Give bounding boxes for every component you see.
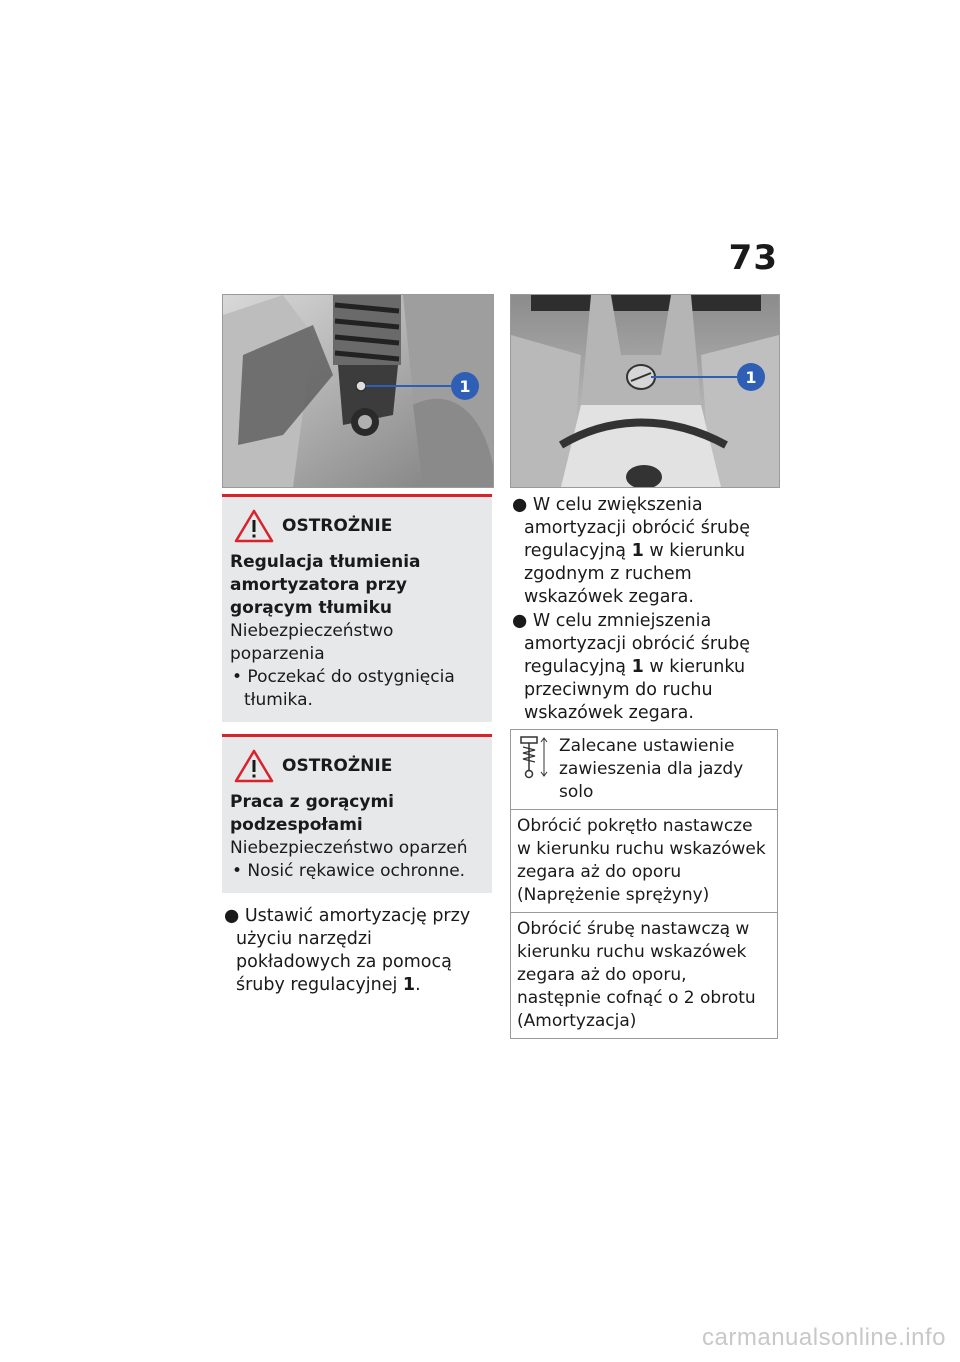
- warning-subtitle: Regulacja tłumienia amortyzatora przy gorącym tłumiku: [230, 552, 421, 618]
- step-item: ● W celu zwiększenia amortyzacji obrócić śrubę regulacyjną 1 w kierunku zgodnym z ruchem wskazówek zegara.: [512, 495, 750, 607]
- recommendation-header: Zalecane ustawienie zawieszenia dla jazdy solo: [559, 736, 744, 802]
- step-item: ● Ustawić amortyzację przy użyciu narzędzi pokładowych za pomocą śruby regulacyjnej 1.: [224, 906, 471, 995]
- warning-title: OSTROŻNIE: [282, 755, 393, 776]
- recommendation-row: Obrócić pokrętło nastawcze w kierunku ruchu wskazówek zegara aż do oporu (Naprężenie sprężyny): [511, 810, 778, 913]
- warning-action: • Poczekać do ostygnięcia tłumika.: [232, 667, 455, 710]
- svg-text:1: 1: [745, 368, 757, 387]
- warning-triangle-icon: [234, 509, 274, 543]
- shock-absorber-photo: [222, 294, 494, 488]
- recommendation-row: Obrócić śrubę nastawczą w kierunku ruchu wskazówek zegara aż do oporu, następnie cofnąć o 2 obrotu (Amortyzacja): [511, 913, 778, 1039]
- warning-action: • Nosić rękawice ochronne.: [232, 861, 466, 881]
- step-item: ● W celu zmniejszenia amortyzacji obrócić śrubę regulacyjną 1 w kierunku przeciwnym do ruchu wskazówek zegara.: [512, 611, 750, 723]
- warning-description: Niebezpieczeństwo poparzenia: [230, 621, 394, 664]
- warning-description: Niebezpieczeństwo oparzeń: [230, 838, 468, 858]
- warning-box-hot-parts: [222, 734, 492, 893]
- recommendation-table: [510, 729, 778, 1039]
- right-column: [510, 494, 778, 1039]
- shock-absorber-icon: [517, 735, 551, 779]
- svg-text:1: 1: [459, 377, 471, 396]
- adjuster-screw-photo: [510, 294, 780, 488]
- warning-box-hot-muffler: [222, 494, 492, 722]
- warning-title: OSTROŻNIE: [282, 515, 393, 536]
- warning-subtitle: Praca z gorącymi podzespołami: [230, 792, 394, 835]
- page-number: 73: [728, 238, 778, 278]
- watermark: carmanualsonline.info: [702, 1324, 946, 1351]
- warning-triangle-icon: [234, 749, 274, 783]
- left-column: [222, 494, 492, 998]
